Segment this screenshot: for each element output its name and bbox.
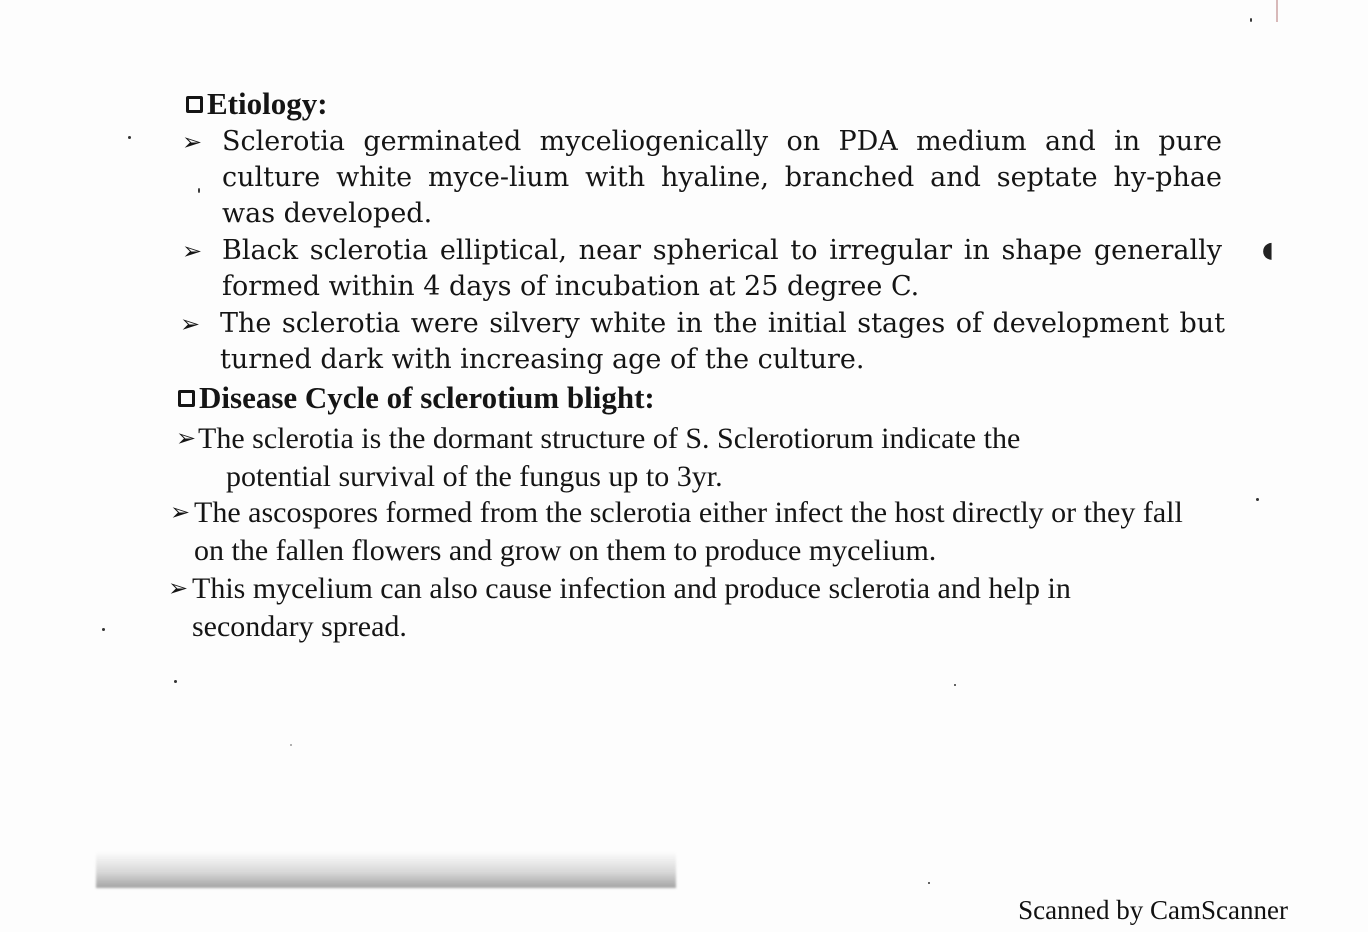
disease-cycle-bullet-3 bbox=[168, 570, 1198, 646]
scan-speck bbox=[128, 136, 131, 139]
etiology-bullet-2-text: Black sclerotia elliptical, near spherical to irregular in shape generally formed within 4 days of incubation at 25 degree C. bbox=[222, 235, 1222, 302]
disease-cycle-bullet-1-line-2: potential survival of the fungus up to 3yr. bbox=[226, 460, 723, 493]
arrow-bullet-icon: ➢ bbox=[176, 424, 197, 452]
disease-cycle-bullet-2 bbox=[170, 494, 1200, 570]
arrow-bullet-icon: ➢ bbox=[182, 237, 203, 265]
scan-speck bbox=[1250, 18, 1252, 22]
scan-edge-mark bbox=[1276, 0, 1278, 22]
arrow-bullet-icon: ➢ bbox=[180, 310, 201, 338]
scan-speck bbox=[954, 684, 956, 686]
checkbox-icon bbox=[186, 96, 203, 113]
scan-speck bbox=[198, 188, 200, 193]
checkbox-icon bbox=[178, 390, 195, 407]
arrow-bullet-icon: ➢ bbox=[170, 498, 191, 526]
scan-speck bbox=[1256, 498, 1259, 501]
etiology-bullet-2 bbox=[182, 233, 1222, 305]
scan-speck bbox=[102, 628, 105, 631]
disease-cycle-bullet-1-text bbox=[176, 420, 1136, 496]
arrow-bullet-icon: ➢ bbox=[168, 574, 189, 602]
disease-cycle-bullet-1 bbox=[176, 420, 1136, 496]
disease-cycle-heading bbox=[178, 380, 655, 416]
scan-shadow bbox=[96, 852, 676, 888]
etiology-heading-text: Etiology: bbox=[207, 86, 328, 121]
etiology-bullet-3 bbox=[180, 306, 1225, 378]
etiology-heading bbox=[186, 86, 328, 122]
scan-artifact-icon: ◖ bbox=[1262, 238, 1274, 263]
etiology-bullet-1 bbox=[182, 124, 1222, 232]
etiology-bullet-3-text: The sclerotia were silvery white in the initial stages of development but turned dark with increasing age of the culture. bbox=[220, 308, 1225, 375]
scan-speck bbox=[174, 680, 177, 683]
etiology-bullet-1-text: Sclerotia germinated myceliogenically on PDA medium and in pure culture white myce-lium with hyaline, branched and septate hy-phae was developed. bbox=[222, 126, 1222, 229]
disease-cycle-bullet-3-text: This mycelium can also cause infection and produce sclerotia and help in secondary spread. bbox=[192, 572, 1071, 643]
disease-cycle-bullet-1-line-1: The sclerotia is the dormant structure of S. Sclerotiorum indicate the bbox=[198, 422, 1021, 455]
scanner-watermark: Scanned by CamScanner bbox=[1018, 895, 1288, 925]
scan-speck bbox=[928, 882, 930, 884]
arrow-bullet-icon: ➢ bbox=[182, 128, 203, 156]
disease-cycle-heading-text: Disease Cycle of sclerotium blight: bbox=[199, 380, 655, 415]
scan-speck bbox=[290, 744, 292, 746]
disease-cycle-bullet-2-text: The ascospores formed from the sclerotia either infect the host directly or they fall on the fallen flowers and grow on them to produce mycelium. bbox=[194, 496, 1183, 567]
